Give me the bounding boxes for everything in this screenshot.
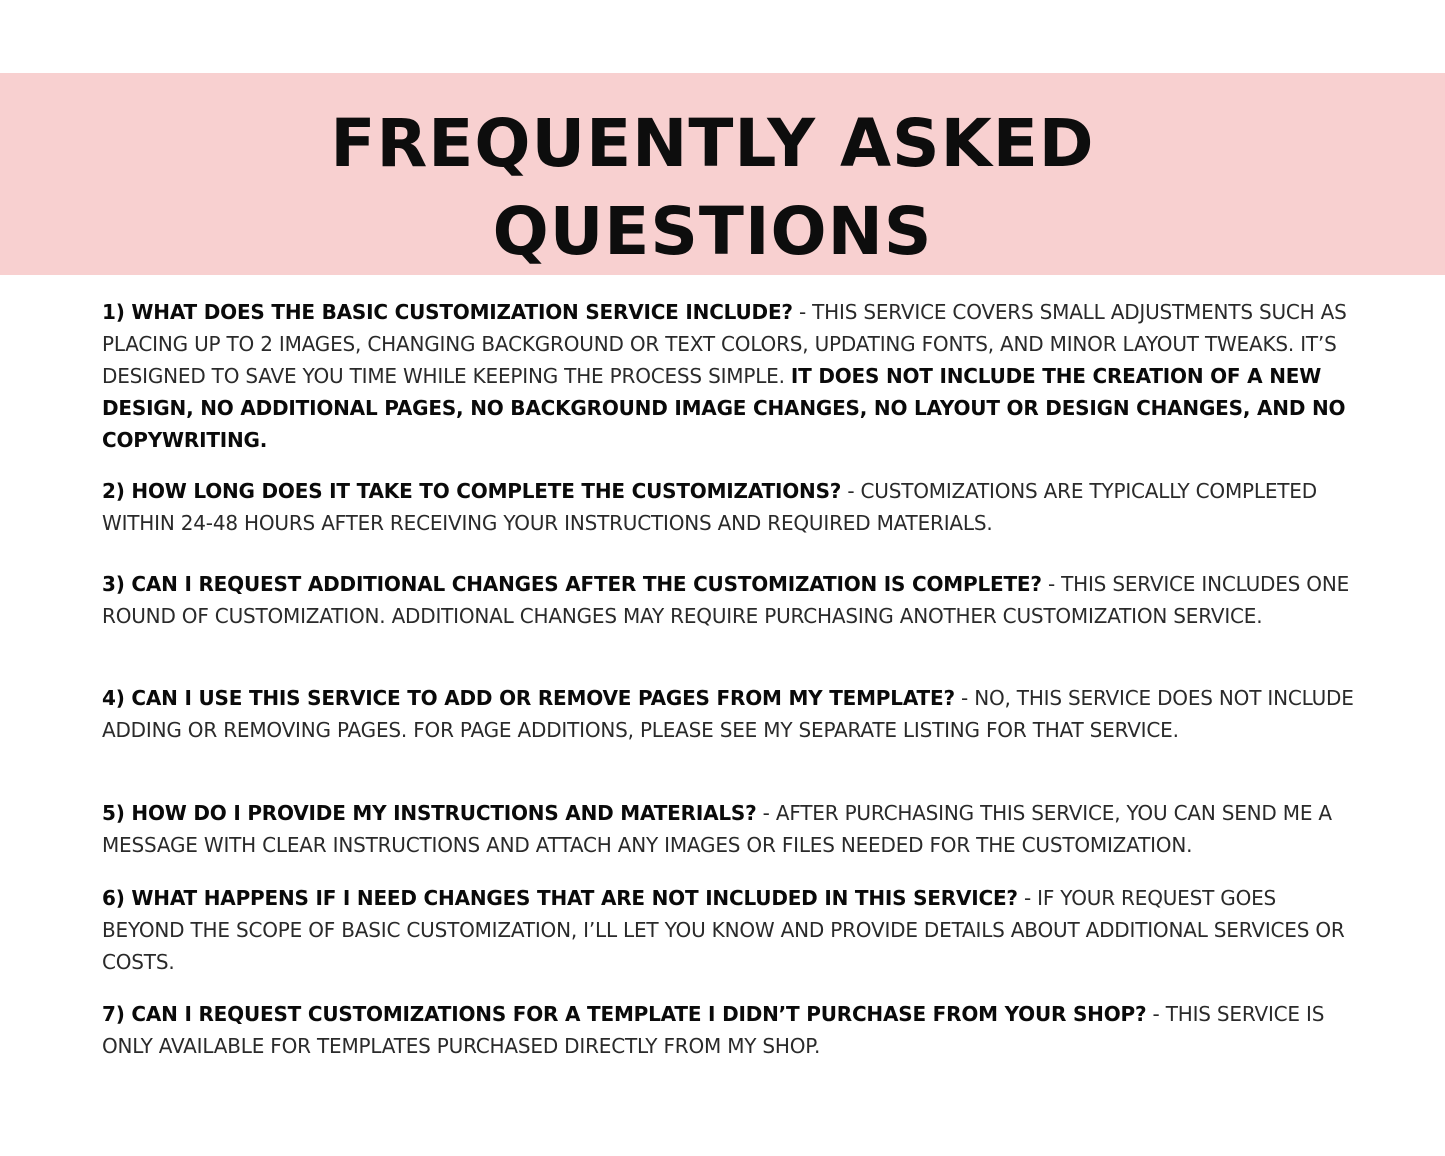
faq-question-5: 5) HOW DO I PROVIDE MY INSTRUCTIONS AND MATERIALS? [102,801,757,825]
faq-answer-2: - CUSTOMIZATIONS ARE TYPICALLY COMPLETED WITHIN 24-48 HOURS AFTER RECEIVING YOUR INSTRUCTIONS AND REQUIRED MATERIALS. [102,479,1317,535]
faq-question-1: 1) WHAT DOES THE BASIC CUSTOMIZATION SERVICE INCLUDE? [102,300,793,324]
page-title-line-2: QUESTIONS [492,193,933,270]
faq-item-6 [102,882,1362,978]
faq-question-3: 3) CAN I REQUEST ADDITIONAL CHANGES AFTER THE CUSTOMIZATION IS COMPLETE? [102,572,1042,596]
faq-question-7: 7) CAN I REQUEST CUSTOMIZATIONS FOR A TEMPLATE I DIDN’T PURCHASE FROM YOUR SHOP? [102,1002,1147,1026]
faq-item-7 [102,998,1362,1062]
faq-question-4: 4) CAN I USE THIS SERVICE TO ADD OR REMOVE PAGES FROM MY TEMPLATE? [102,686,955,710]
faq-item-3 [102,568,1362,632]
faq-question-6: 6) WHAT HAPPENS IF I NEED CHANGES THAT ARE NOT INCLUDED IN THIS SERVICE? [102,886,1018,910]
faq-answer-3: - THIS SERVICE INCLUDES ONE ROUND OF CUSTOMIZATION. ADDITIONAL CHANGES MAY REQUIRE PURCHASING ANOTHER CUSTOMIZATION SERVICE. [102,572,1350,628]
faq-answer-5: - AFTER PURCHASING THIS SERVICE, YOU CAN SEND ME A MESSAGE WITH CLEAR INSTRUCTIONS AND ATTACH ANY IMAGES OR FILES NEEDED FOR THE CUSTOMIZATION. [102,801,1332,857]
faq-item-2 [102,475,1362,539]
faq-item-5 [102,797,1362,861]
faq-answer-1-emphasis: IT DOES NOT INCLUDE THE CREATION OF A NEW DESIGN, NO ADDITIONAL PAGES, NO BACKGROUND IMAGE CHANGES, NO LAYOUT OR DESIGN CHANGES, AND NO COPYWRITING. [102,364,1346,452]
faq-answer-7: - THIS SERVICE IS ONLY AVAILABLE FOR TEMPLATES PURCHASED DIRECTLY FROM MY SHOP. [102,1002,1325,1058]
faq-answer-4: - NO, THIS SERVICE DOES NOT INCLUDE ADDING OR REMOVING PAGES. FOR PAGE ADDITIONS, PLEASE SEE MY SEPARATE LISTING FOR THAT SERVICE. [102,686,1354,742]
page-title [0,100,1425,276]
faq-answer-1: - THIS SERVICE COVERS SMALL ADJUSTMENTS SUCH AS PLACING UP TO 2 IMAGES, CHANGING BACKGROUND OR TEXT COLORS, UPDATING FONTS, AND MINOR LAYOUT TWEAKS. IT’S DESIGNED TO SAVE YOU TIME WHILE KEEPING THE PROCESS SIMPLE. [102,300,1347,388]
page-title-line-1: FREQUENTLY ASKED [330,105,1095,182]
faq-question-2: 2) HOW LONG DOES IT TAKE TO COMPLETE THE CUSTOMIZATIONS? [102,479,842,503]
faq-item-1 [102,296,1362,456]
faq-item-4 [102,682,1362,746]
faq-answer-6: - IF YOUR REQUEST GOES BEYOND THE SCOPE OF BASIC CUSTOMIZATION, I’LL LET YOU KNOW AND PROVIDE DETAILS ABOUT ADDITIONAL SERVICES OR COSTS. [102,886,1345,974]
